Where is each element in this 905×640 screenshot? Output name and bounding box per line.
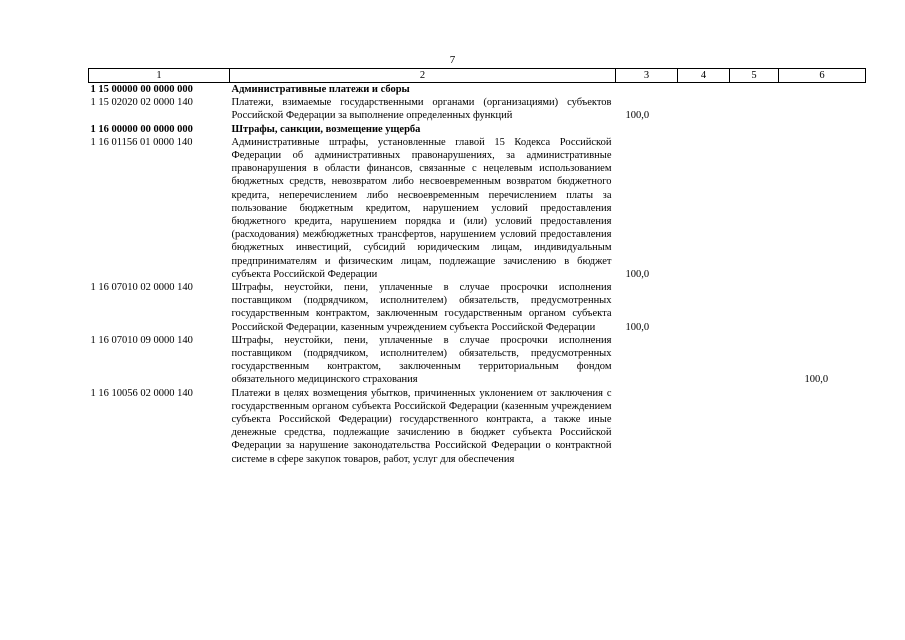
row-value-col6	[779, 123, 866, 136]
row-value-col3: 100,0	[625, 321, 650, 333]
row-value-col6	[779, 83, 866, 97]
row-value-col5	[730, 96, 779, 122]
row-value-col3	[616, 334, 678, 387]
row-value-col5	[730, 136, 779, 281]
table-row	[89, 123, 866, 136]
row-value-col5	[730, 123, 779, 136]
table-row	[89, 83, 866, 97]
row-code: 1 15 02020 02 0000 140	[90, 97, 193, 109]
row-value-col3: 100,0	[625, 268, 650, 280]
row-code: 1 16 07010 02 0000 140	[90, 282, 193, 294]
row-name: Штрафы, неустойки, пени, уплаченные в случае просрочки исполнения поставщиком (подрядчиком, исполнителем) обязательств, предусмотренных государственным контрактом, заключенным государственным органом субъекта Российской Федерации, казенным учреждением субъекта Российской Федерации	[231, 282, 612, 333]
row-value-col5	[730, 387, 779, 466]
row-value-col4	[678, 96, 730, 122]
row-code: 1 16 07010 09 0000 140	[90, 334, 193, 346]
table-row	[89, 281, 866, 334]
row-value-col5	[730, 83, 779, 97]
table-row	[89, 387, 866, 466]
row-code: 1 15 00000 00 0000 000	[90, 84, 193, 95]
row-value-col4	[678, 334, 730, 387]
row-name: Платежи в целях возмещения убытков, причиненных уклонением от заключения с государственным органом субъекта Российской Федерации (казенным учреждением субъекта Российской Федерации) государственного контракта, а также иные денежные средства, подлежащие зачислению в бюджет субъекта Российской Федерации за нарушение законодательства Российской Федерации о контрактной системе в сфере закупок товаров, работ, услуг для обеспечения	[231, 387, 612, 465]
row-value-col6	[779, 281, 866, 334]
row-value-col5	[730, 334, 779, 387]
row-code: 1 16 01156 01 0000 140	[90, 136, 193, 148]
table-row	[89, 136, 866, 281]
row-value-col5	[730, 281, 779, 334]
header-col-2: 2	[230, 69, 616, 83]
row-value-col4	[678, 281, 730, 334]
row-value-col6: 100,0	[804, 374, 829, 386]
row-name: Штрафы, неустойки, пени, уплаченные в случае просрочки исполнения поставщиком (подрядчиком, исполнителем) обязательств, предусмотренных государственным контрактом, заключенным территориальным фондом обязательного медицинского страхования	[231, 334, 612, 386]
row-value-col4	[678, 136, 730, 281]
row-name: Штрафы, санкции, возмещение ущерба	[231, 123, 421, 135]
row-value-col3	[616, 123, 678, 136]
header-col-4: 4	[678, 69, 730, 83]
table-row	[89, 334, 866, 387]
header-col-3: 3	[616, 69, 678, 83]
row-name: Административные платежи и сборы	[231, 84, 410, 95]
row-name: Платежи, взимаемые государственными органами (организациями) субъектов Российской Федерации за выполнение определенных функций	[231, 97, 612, 122]
page-number: 7	[449, 54, 456, 66]
row-value-col3	[616, 83, 678, 97]
row-code: 1 16 10056 02 0000 140	[90, 387, 193, 399]
revenue-table	[88, 68, 866, 466]
row-value-col4	[678, 123, 730, 136]
header-col-6: 6	[779, 69, 866, 83]
row-value-col3: 100,0	[625, 110, 650, 122]
row-value-col6	[779, 136, 866, 281]
header-row	[89, 69, 866, 83]
row-value-col6	[779, 96, 866, 122]
row-value-col6	[779, 387, 866, 466]
row-value-col3	[616, 387, 678, 466]
row-value-col4	[678, 387, 730, 466]
row-name: Административные штрафы, установленные главой 15 Кодекса Российской Федерации об административных правонарушениях, за административные правонарушения в области финансов, связанные с нецелевым использованием бюджетных средств, невозвратом либо несвоевременным возвратом бюджетного кредита, неперечислением либо несвоевременным перечислением платы за пользование бюджетным кредитом, нарушением условий предоставления бюджетного кредита, нарушением порядка и (или) условий предоставления (расходования) межбюджетных трансфертов, нарушением условий предоставления бюджетных инвестиций, субсидий юридическим лицам, индивидуальным предпринимателям и физическим лицам, подлежащие зачислению в бюджет субъекта Российской Федерации	[231, 136, 612, 280]
header-col-5: 5	[730, 69, 779, 83]
table-row	[89, 96, 866, 122]
header-col-1: 1	[89, 69, 230, 83]
row-code: 1 16 00000 00 0000 000	[90, 123, 193, 135]
row-value-col4	[678, 83, 730, 97]
